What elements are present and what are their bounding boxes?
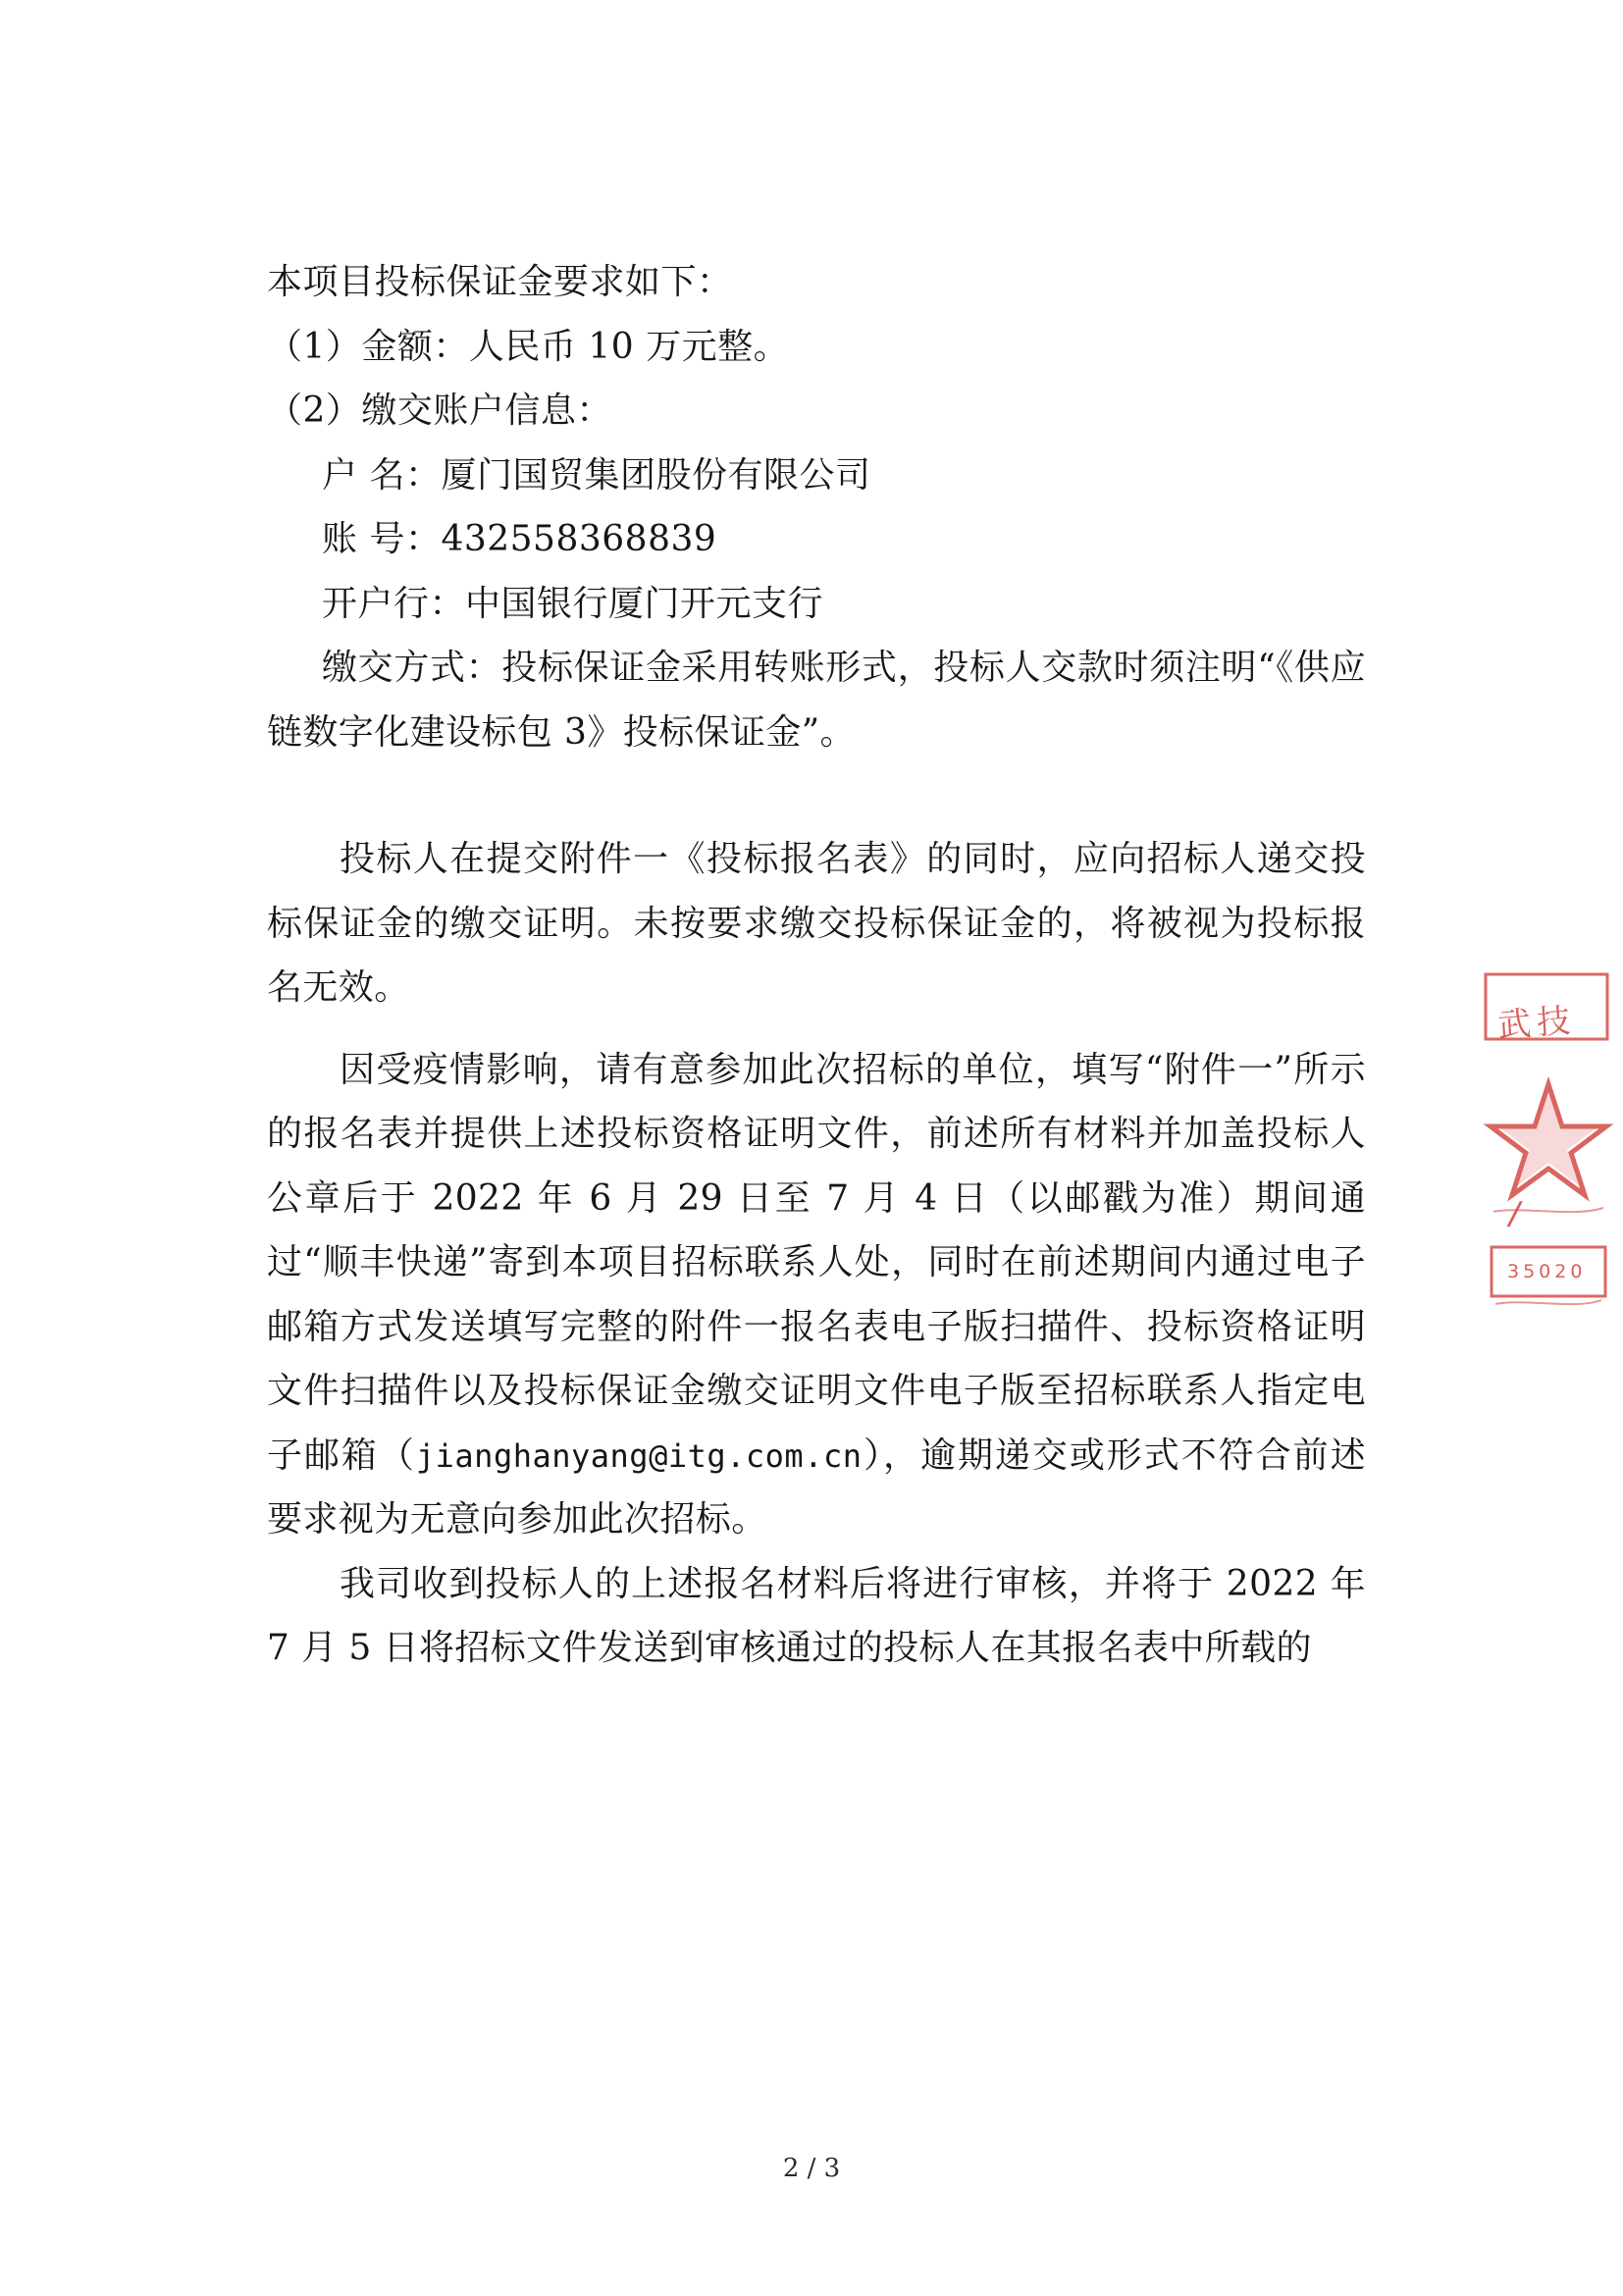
deposit-amount-item: （1）金额：人民币 10 万元整。 — [267, 326, 790, 367]
seal-slash-mark: / — [1505, 1193, 1524, 1234]
page-number: 2 / 3 — [782, 2154, 841, 2183]
epidemic-registration-paragraph — [267, 1038, 1366, 1552]
red-seal-stamp — [1480, 966, 1617, 1320]
paragraph-spacer-2 — [267, 1020, 1366, 1038]
review-schedule-paragraph: 我司收到投标人的上述报名材料后将进行审核，并将于 2022 年 7 月 5 日将招标文件发送到审核通过的投标人在其报名表中所载的 — [267, 1563, 1366, 1669]
bid-deposit-proof-paragraph: 投标人在提交附件一《投标报名表》的同时，应向招标人递交投标保证金的缴交证明。未按要求缴交投标保证金的，将被视为投标报名无效。 — [267, 839, 1366, 1009]
registration-text-part-1: 因受疫情影响，请有意参加此次招标的单位，填写“附件一”所示的报名表并提供上述投标资格证明文件，前述所有材料并加盖投标人公章后于 2022 年 6 月 29 日至 7 月 4 日（以邮戳为准）期间通过“顺丰快递”寄到本项目招标联系人处，同时在前述期间内通过电子邮箱方式发送填写完整的附件一报名表电子版扫描件、投标资格证明文件扫描件以及投标保证金缴交证明文件电子版至招标联系人指定电子邮箱（ — [267, 1049, 1366, 1476]
contact-email: jianghanyang@itg.com.cn — [415, 1436, 863, 1475]
deposit-account-info-item: （2）缴交账户信息： — [267, 391, 612, 432]
seal-number: 35020 — [1507, 1261, 1587, 1282]
payment-method-paragraph: 缴交方式：投标保证金采用转账形式，投标人交款时须注明“《供应链数字化建设标包 3》投标保证金”。 — [267, 648, 1366, 753]
paragraph-spacer — [267, 764, 1366, 827]
registration-text-part-2: ），逾期递交或形式不符合前述要求视为无意向参加此次招标。 — [267, 1435, 1366, 1540]
account-number-line: 账 号：432558368839 — [322, 519, 717, 560]
seal-top-characters: 武技 — [1495, 1001, 1578, 1046]
account-name-line: 户 名：厦门国贸集团股份有限公司 — [322, 454, 871, 496]
deposit-requirement-heading: 本项目投标保证金要求如下： — [267, 262, 733, 302]
account-bank-line: 开户行：中国银行厦门开元支行 — [322, 583, 824, 624]
document-body — [267, 250, 1366, 1681]
